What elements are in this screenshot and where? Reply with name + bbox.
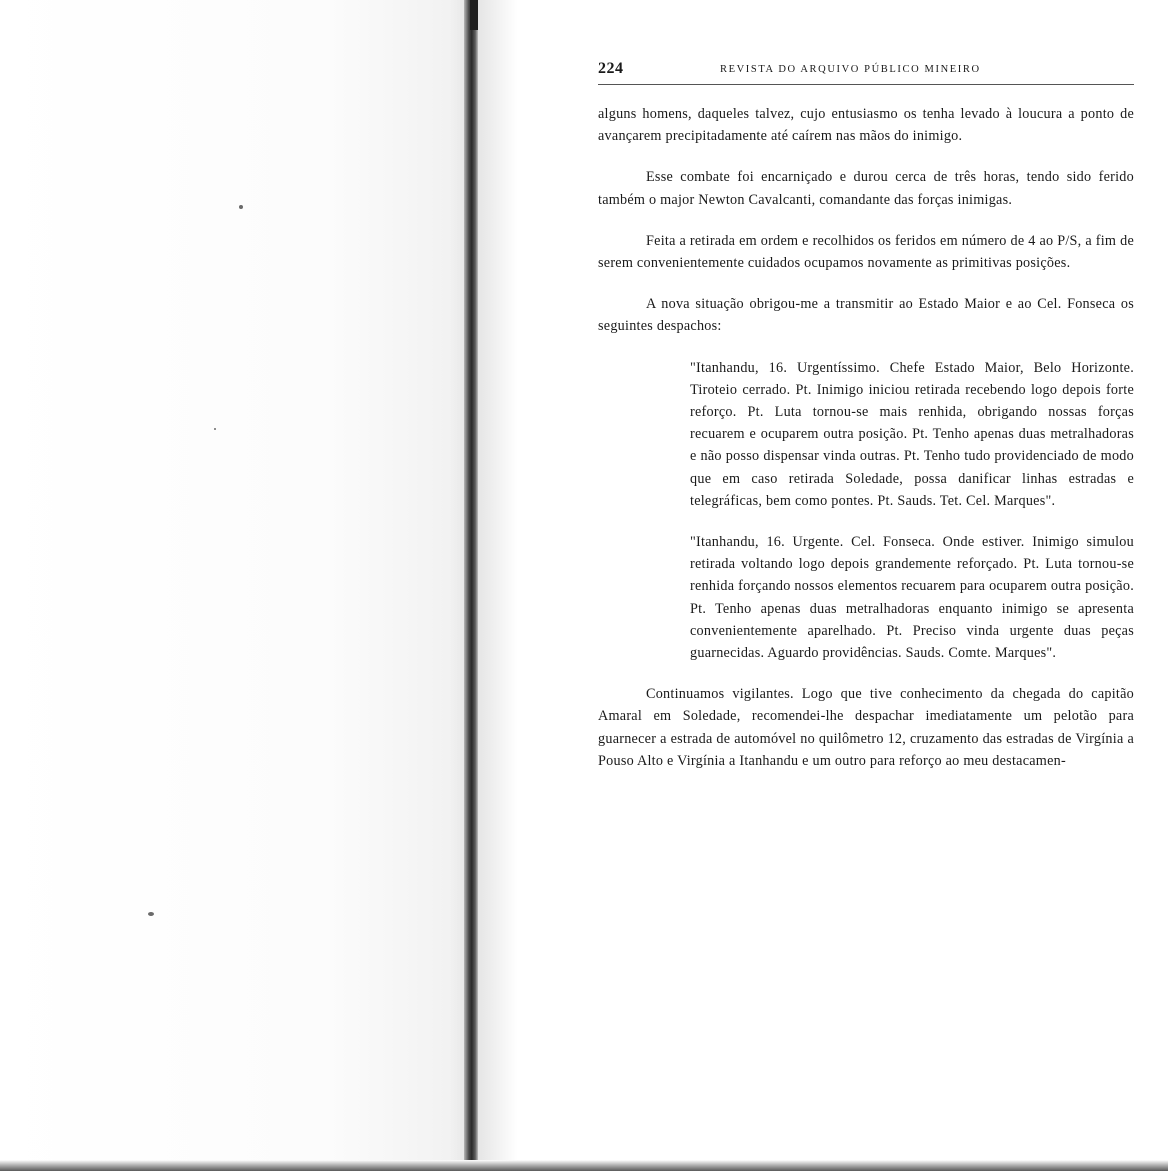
paragraph: Feita a retirada em ordem e recolhidos os feridos em número de 4 ao P/S, a fim de serem convenientemente cuidados ocupamos novamente as primitivas posições. [598,232,1134,272]
body-text [598,103,1134,772]
page-speck [148,912,154,916]
book-spine-top [470,0,478,30]
right-page [598,58,1134,772]
page-number: 224 [598,60,624,77]
left-blank-page [0,0,468,1171]
paragraph: Continuamos vigilantes. Logo que tive conhecimento da chegada do capitão Amaral em Soledade, recomendei-lhe despachar imediatamente um pelotão para guarnecer a estrada de automóvel no quilômetro 12, cruzamento das estradas de Virgínia a Pouso Alto e Virgínia a Itanhandu e um outro para reforço ao meu destacamen- [598,686,1134,769]
paragraph: A nova situação obrigou-me a transmitir ao Estado Maior e ao Cel. Fonseca os seguintes despachos: [598,296,1134,335]
book-spine [464,0,478,1171]
gutter-shadow [478,0,518,1171]
page-speck [239,205,243,209]
running-title: REVISTA DO ARQUIVO PÚBLICO MINEIRO [720,64,981,75]
paragraph: alguns homens, daqueles talvez, cujo entusiasmo os tenha levado à loucura a ponto de avançarem precipitadamente até caírem nas mãos do inimigo. [598,106,1134,145]
telegram-quote: "Itanhandu, 16. Urgente. Cel. Fonseca. Onde estiver. Inimigo simulou retirada voltando logo depois grandemente reforçado. Pt. Luta tornou-se renhida forçando nossos elementos recuarem para ocuparem outra posição. Pt. Tenho apenas duas metralhadoras enquanto inimigo se apresenta convenientemente aparelhado. Pt. Preciso vinda urgente duas peças guarnecidas. Aguardo providências. Sauds. Comte. Marques". [690,534,1134,662]
telegram-quote: "Itanhandu, 16. Urgentíssimo. Chefe Estado Maior, Belo Horizonte. Tiroteio cerrado. Pt. Inimigo iniciou retirada recebendo logo depois forte reforço. Pt. Luta tornou-se mais renhida, obrigando nossas forças recuarem e ocuparem outra posição. Pt. Tenho apenas duas metralhadoras e não posso dispensar vinda outras. Pt. Tenho tudo providenciado de modo que em caso retirada Soledade, possa danificar linhas estradas e telegráficas, bem como pontes. Pt. Sauds. Tet. Cel. Marques". [690,359,1134,509]
paragraph: Esse combate foi encarniçado e durou cerca de três horas, tendo sido ferido também o major Newton Cavalcanti, comandante das forças inimigas. [598,169,1134,208]
page-bottom-edge [0,1160,1168,1171]
page-header [598,58,1134,85]
page-speck [214,428,216,430]
